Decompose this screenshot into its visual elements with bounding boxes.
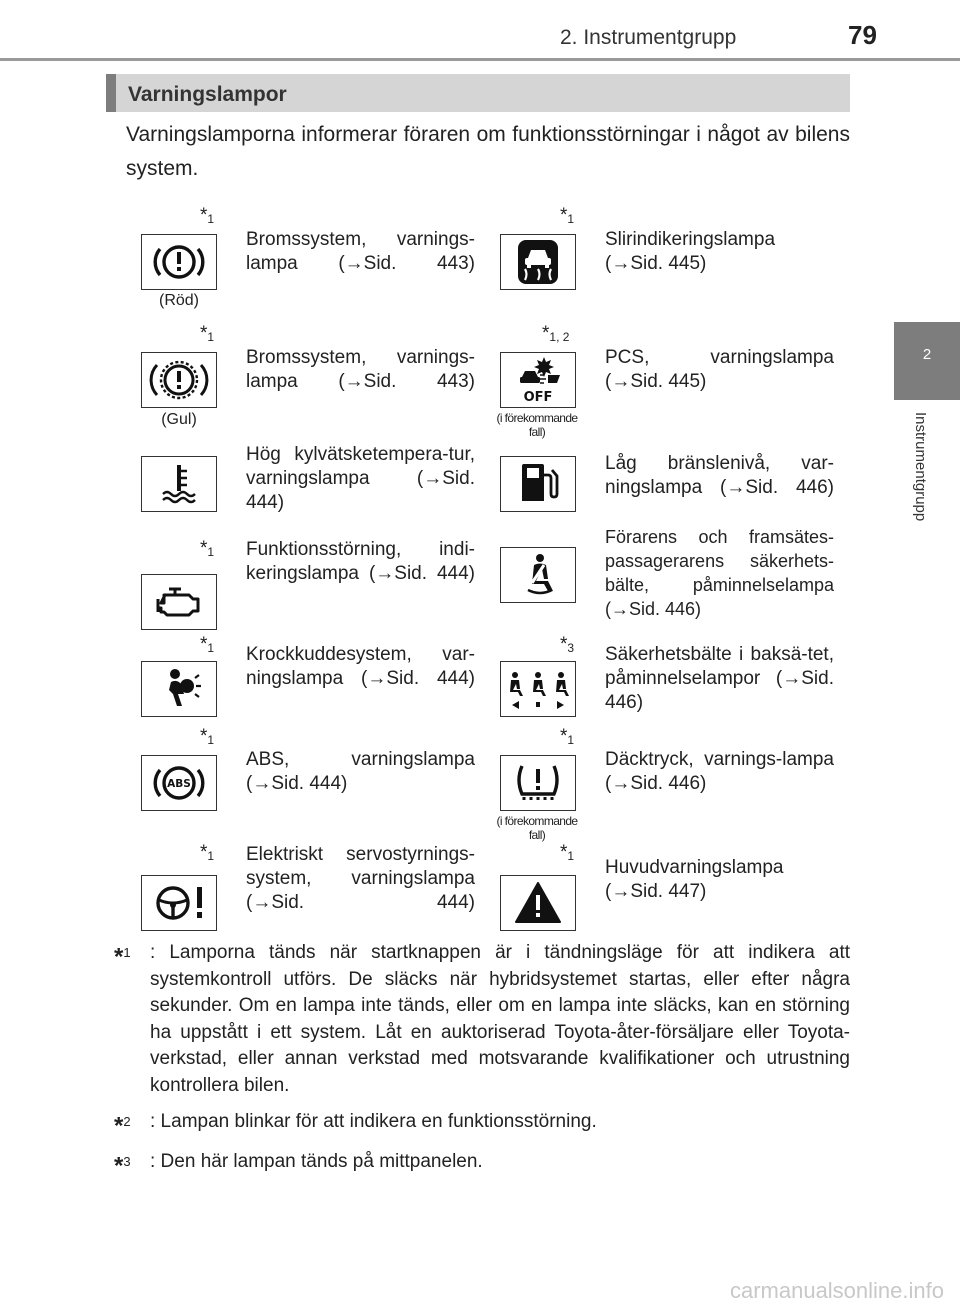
lamp-icon-box: [141, 234, 217, 290]
lamp-description: PCS, varningslampa (→Sid. 445): [605, 347, 834, 392]
lamp-description: Förarens och framsätes-passagerarens säkerhets-bälte, påminnelselampa (→Sid. 446): [605, 527, 834, 619]
lamp-footnote-ref: $*_1$: [200, 842, 215, 863]
availability-note: (i förekommande fall): [496, 814, 578, 842]
lamp-description: Hög kylvätsketempera-tur, varningslampa (→Sid. 444): [246, 444, 475, 513]
section-intro: Varningslamporna informerar föraren om funktionsstörningar i något av bilens system.: [126, 123, 850, 180]
footnote: [114, 940, 850, 1099]
lamp-footnote-ref: $*_{1, 2}$: [542, 323, 570, 344]
lamp-icon-box: [141, 755, 217, 811]
lamp-description: Krockkuddesystem, var-ningslampa (→Sid. 444): [246, 644, 475, 689]
svg-text:ABS: ABS: [167, 778, 191, 790]
footnote-text: : Lampan blinkar för att indikera en funktionsstörning.: [150, 1111, 597, 1132]
lamp-description: Säkerhetsbälte i baksä-tet, påminnelselampor (→Sid. 446): [605, 644, 834, 713]
chapter-title: 2. Instrumentgrupp: [560, 26, 737, 49]
lamp-footnote-ref: $*_1$: [200, 726, 215, 747]
lamp-footnote-ref: $*_1$: [560, 842, 575, 863]
master-warning-icon: [508, 878, 568, 928]
coolant-temperature-icon: [149, 459, 209, 509]
rear-seatbelt-icon: [502, 664, 574, 714]
lamp-description: Bromssystem, varnings-lampa (→Sid. 443): [246, 347, 475, 392]
lamp-footnote-ref: $*_1$: [560, 205, 575, 226]
lamp-footnote-ref: $*_3$: [560, 634, 575, 655]
lamp-description: Funktionsstörning, indi-keringslampa (→Sid. 444): [246, 539, 475, 584]
lamp-icon-box: [141, 661, 217, 717]
footnote-mark: *$^3$: [114, 1152, 131, 1180]
section-title: Varningslampor: [128, 83, 287, 106]
lamp-icon-box: [141, 574, 217, 630]
lamp-description: Huvudvarningslampa (→Sid. 447): [605, 857, 784, 902]
seatbelt-reminder-icon: [508, 550, 568, 600]
lamp-color-note: (Gul): [161, 411, 197, 428]
abs-warning-icon: [147, 758, 211, 808]
lamp-description: ABS, varningslampa (→Sid. 444): [246, 749, 475, 794]
lamp-description: Elektriskt servostyrnings-system, varningslampa (→Sid. 444): [246, 844, 475, 913]
chapter-tab-label: Instrumentgrupp: [912, 412, 929, 522]
lamp-footnote-ref: $*_1$: [200, 205, 215, 226]
engine-malfunction-icon: [149, 577, 209, 627]
airbag-warning-icon: [149, 664, 209, 714]
lamp-icon-box: [500, 547, 576, 603]
footnote-text: : Den här lampan tänds på mittpanelen.: [150, 1151, 483, 1172]
lamp-footnote-ref: $*_1$: [200, 538, 215, 559]
tire-pressure-icon: [508, 758, 568, 808]
header-rule: [0, 58, 960, 61]
availability-note: (i förekommande fall): [496, 411, 578, 439]
footnote: [114, 1149, 850, 1180]
lamp-footnote-ref: $*_1$: [560, 726, 575, 747]
lamp-icon-box: [500, 875, 576, 931]
brake-warning-icon: [147, 238, 211, 286]
lamp-icon-box: [500, 755, 576, 811]
lamp-icon-box: [141, 456, 217, 512]
lamp-description: Däcktryck, varnings-lampa (→Sid. 446): [605, 749, 834, 794]
svg-text:OFF: OFF: [523, 390, 553, 405]
lamp-icon-box: [500, 661, 576, 717]
fuel-level-icon: [508, 459, 568, 509]
footnote-text: : Lamporna tänds när startknappen är i tändningsläge för att indikera att systemkontroll utförs. De släcks när hybridsystemet startas, eller efter några sekunder. Om en lampa inte tänds, eller om en lampa inte släcks, kan en störning ha uppstått i ett system. Låt en auktoriserad Toyota-åter-försäljare eller Toyota-verkstad, eller annan verkstad med motsvarande kvalifikationer och utrustning kontrollera bilen.: [150, 942, 850, 1096]
lamp-icon-box: [141, 875, 217, 931]
chapter-tab-number: 2: [922, 346, 932, 363]
lamp-description: Bromssystem, varnings-lampa (→Sid. 443): [246, 229, 475, 274]
footnote: [114, 1109, 850, 1140]
lamp-icon-box: [141, 352, 217, 408]
lamp-footnote-ref: $*_1$: [200, 323, 215, 344]
lamp-footnote-ref: $*_1$: [200, 634, 215, 655]
watermark: carmanualsonline.info: [729, 1278, 944, 1303]
footnote-mark: *$^2$: [114, 1112, 131, 1140]
lamp-icon-box: [500, 456, 576, 512]
brake-warning-yellow-icon: [147, 356, 211, 404]
lamp-icon-box: [500, 352, 576, 408]
footnote-mark: *$^1$: [114, 943, 131, 971]
lamp-icon-box: [500, 234, 576, 290]
page-number: 79: [848, 20, 877, 50]
lamp-color-note: (Röd): [158, 292, 199, 309]
lamp-description: Slirindikeringslampa (→Sid. 445): [605, 229, 776, 274]
power-steering-icon: [147, 878, 211, 928]
pcs-off-icon: [508, 355, 568, 405]
lamp-description: Låg bränslenivå, var-ningslampa (→Sid. 446): [605, 453, 834, 498]
slip-indicator-icon: [508, 237, 568, 287]
